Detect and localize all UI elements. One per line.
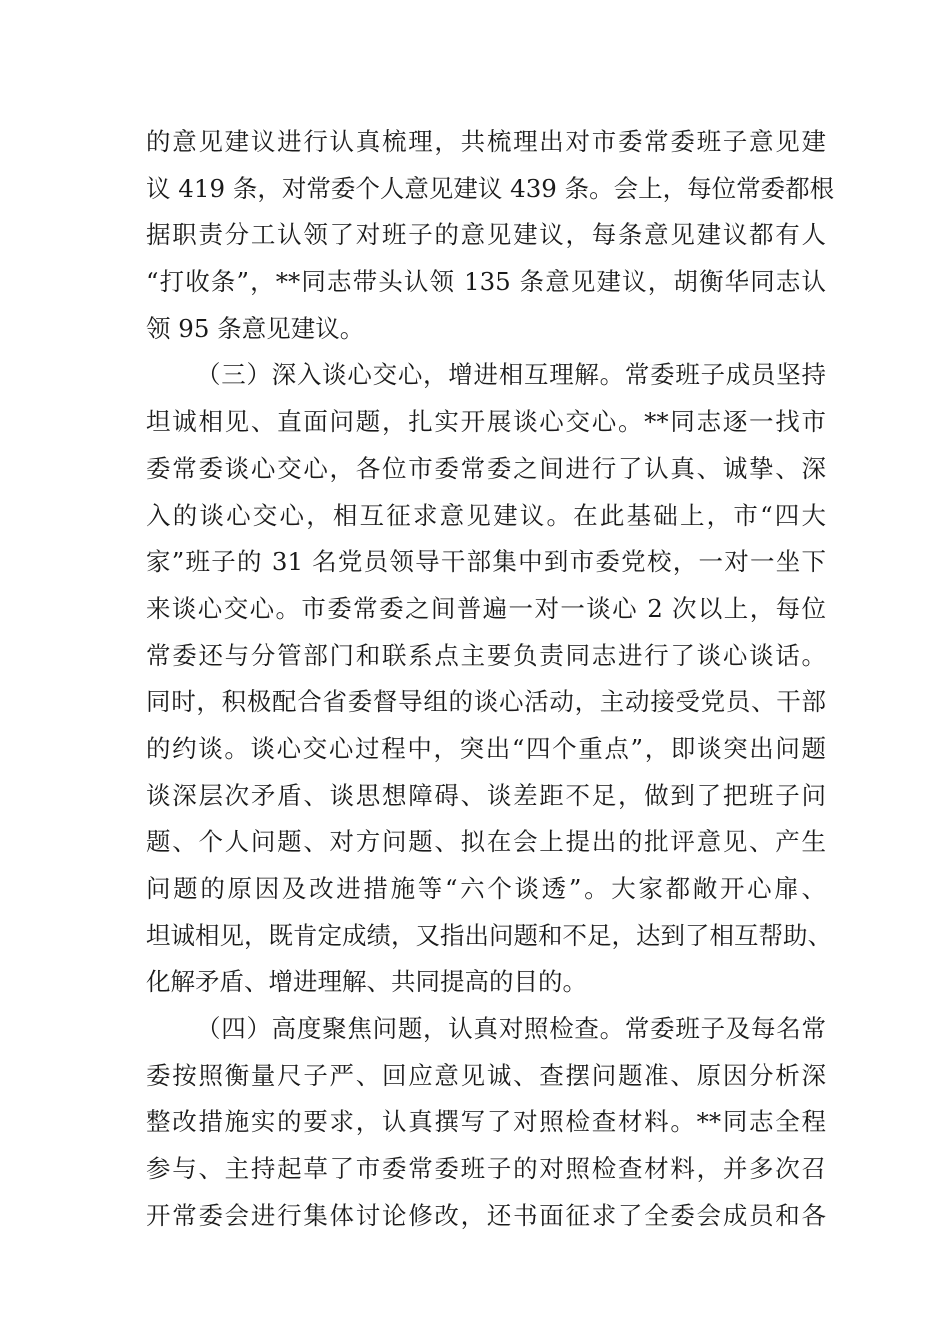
text-line: 委常委谈心交心，各位市委常委之间进行了认真、诚挚、深 — [146, 453, 826, 483]
section-heading-line: （三）深入谈心交心，增进相互理解。常委班子成员坚持 — [196, 360, 826, 390]
text-line: 题、个人问题、对方问题、拟在会上提出的批评意见、产生 — [146, 827, 826, 857]
text-line: 的约谈。谈心交心过程中，突出“四个重点”，即谈突出问题 — [146, 733, 826, 763]
text-line: 入的谈心交心，相互征求意见建议。在此基础上，市“四大 — [146, 500, 826, 530]
text-line: 议 419 条，对常委个人意见建议 439 条。会上，每位常委都根 — [146, 173, 835, 203]
text-line: 同时，积极配合省委督导组的谈心活动，主动接受党员、干部 — [146, 687, 826, 717]
text-line: 整改措施实的要求，认真撰写了对照检查材料。**同志全程 — [146, 1107, 826, 1137]
text-line: 来谈心交心。市委常委之间普遍一对一谈心 2 次以上，每位 — [146, 593, 826, 623]
section-heading-line: （四）高度聚焦问题，认真对照检查。常委班子及每名常 — [196, 1014, 826, 1044]
text-line: 参与、主持起草了市委常委班子的对照检查材料，并多次召 — [146, 1154, 826, 1184]
text-line: 常委还与分管部门和联系点主要负责同志进行了谈心谈话。 — [146, 640, 826, 670]
text-line: 坦诚相见，既肯定成绩，又指出问题和不足，达到了相互帮助、 — [146, 920, 832, 950]
text-line: 坦诚相见、直面问题，扎实开展谈心交心。**同志逐一找市 — [146, 407, 826, 437]
text-line: 家”班子的 31 名党员领导干部集中到市委党校，一对一坐下 — [146, 547, 826, 577]
body-text — [146, 119, 835, 1240]
text-line: 谈深层次矛盾、谈思想障碍、谈差距不足，做到了把班子问 — [146, 780, 826, 810]
text-line: “打收条”，**同志带头认领 135 条意见建议，胡衡华同志认 — [146, 267, 826, 297]
text-line: 问题的原因及改进措施等“六个谈透”。大家都敞开心扉、 — [146, 874, 826, 903]
text-line: 化解矛盾、增进理解、共同提高的目的。 — [146, 967, 587, 997]
text-line: 的意见建议进行认真梳理，共梳理出对市委常委班子意见建 — [146, 127, 826, 156]
text-line: 领 95 条意见建议。 — [146, 313, 365, 343]
text-line: 委按照衡量尺子严、回应意见诚、查摆问题准、原因分析深 — [146, 1060, 826, 1090]
text-line: 据职责分工认领了对班子的意见建议，每条意见建议都有人 — [146, 220, 826, 250]
text-line: 开常委会进行集体讨论修改，还书面征求了全委会成员和各 — [146, 1200, 826, 1230]
